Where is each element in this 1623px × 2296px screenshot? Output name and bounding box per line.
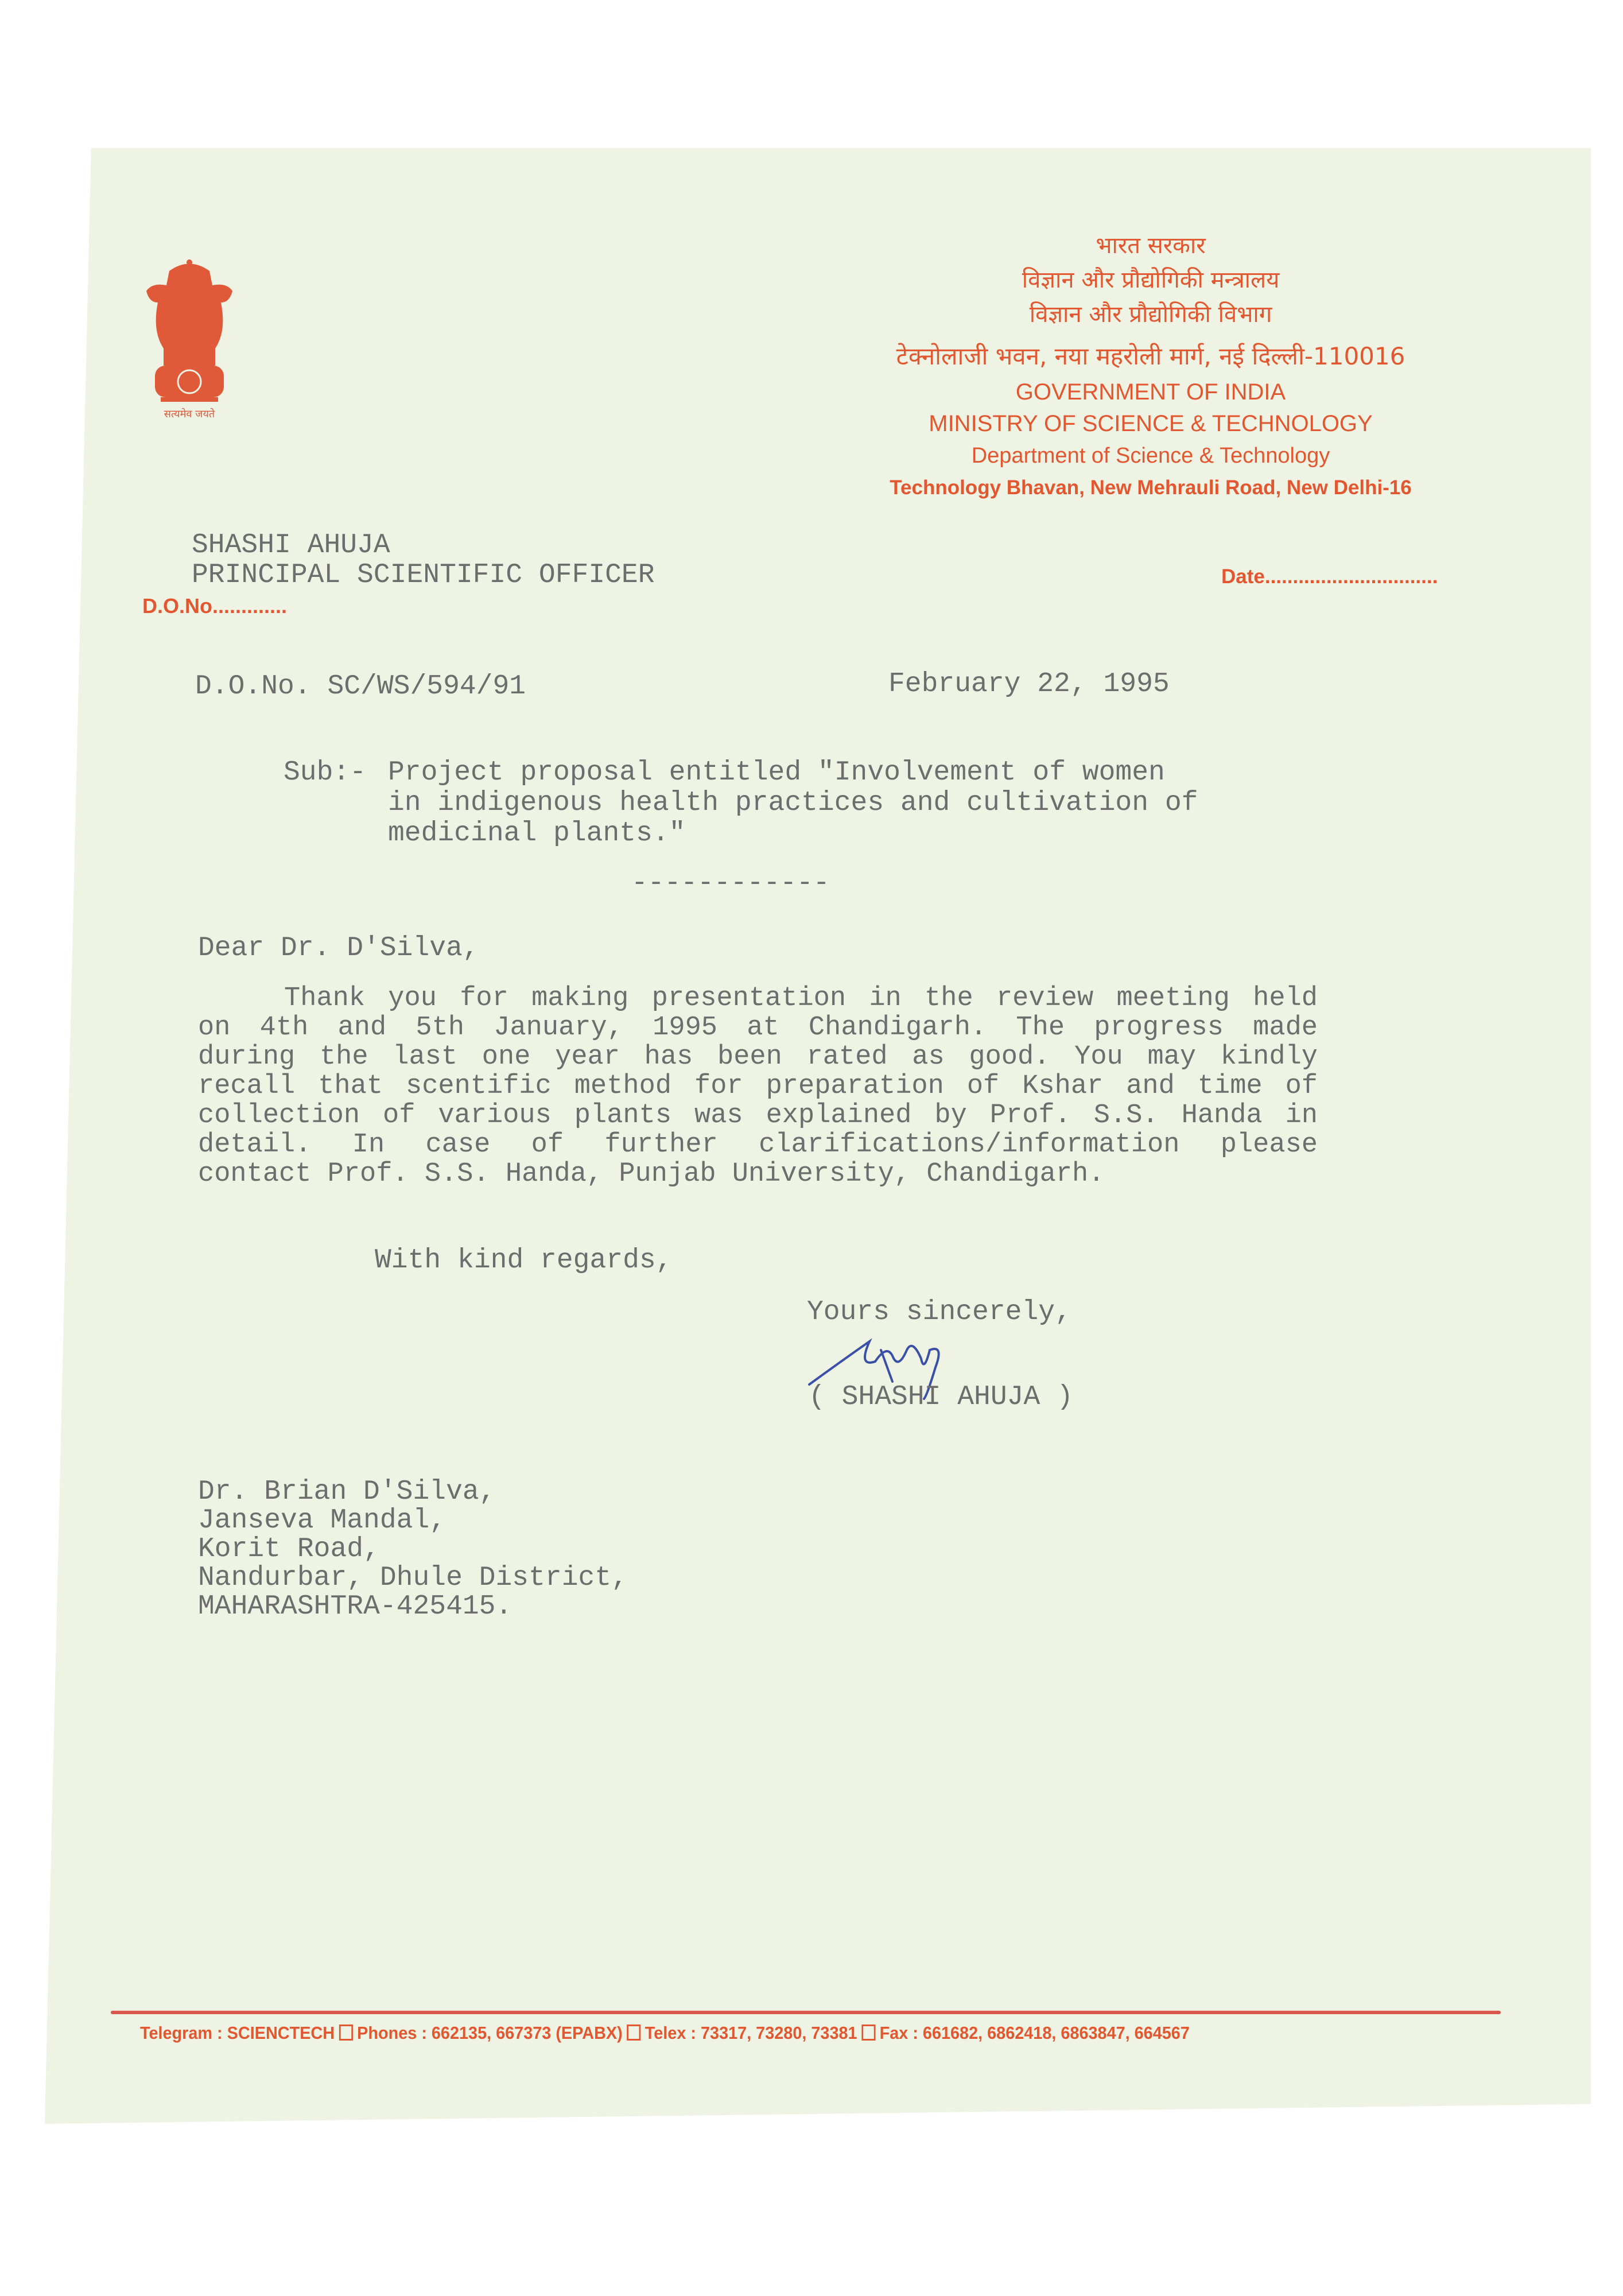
body-line: on 4th and 5th January, 1995 at Chandigarh. The progress made [198, 1013, 1318, 1043]
body-line: contact Prof. S.S. Handa, Punjab University, Chandigarh. [198, 1159, 1105, 1189]
sender-title: PRINCIPAL SCIENTIFIC OFFICER [192, 560, 655, 591]
recipient-line: Dr. Brian D'Silva, [198, 1476, 496, 1507]
do-no-label: D.O.No............. [142, 594, 288, 618]
recipient-line: MAHARASHTRA-425415. [198, 1591, 512, 1622]
subject-line-3: medicinal plants." [388, 818, 686, 849]
signature-name: ( SHASHI AHUJA ) [809, 1382, 1073, 1413]
footer-fax: Fax : 661682, 6862418, 6863847, 664567 [879, 2023, 1190, 2043]
regards: With kind regards, [375, 1245, 673, 1276]
salutation: Dear Dr. D'Silva, [198, 933, 479, 964]
header-ministry: MINISTRY OF SCIENCE & TECHNOLOGY [929, 411, 1373, 436]
header-department: Department of Science & Technology [971, 444, 1330, 468]
reference-number: D.O.No. SC/WS/594/91 [195, 671, 526, 702]
subject-rule: ------------ [631, 868, 830, 899]
national-emblem-icon [141, 251, 238, 423]
body-line: Thank you for making presentation in the review meeting held [284, 983, 1318, 1014]
separator-box-icon [861, 2024, 875, 2041]
footer-phones: Phones : 662135, 667373 (EPABX) [357, 2023, 623, 2043]
footer-telex: Telex : 73317, 73280, 73381 [644, 2023, 857, 2043]
subject-line-2: in indigenous health practices and cultivation of [388, 788, 1198, 819]
separator-box-icon [339, 2024, 353, 2041]
header-hindi-3: विज्ञान और प्रौद्योगिकी विभाग [1029, 301, 1272, 328]
header-hindi-1: भारत सरकार [1096, 232, 1206, 259]
body-line: detail. In case of further clarifications/information please [198, 1130, 1318, 1160]
sender-name: SHASHI AHUJA [192, 530, 390, 561]
footer-contacts [140, 2022, 1190, 2045]
body-line: collection of various plants was explained by Prof. S.S. Handa in [198, 1100, 1318, 1131]
separator-box-icon [627, 2024, 640, 2041]
subject-prefix: Sub:- [284, 757, 367, 788]
body-paragraph [198, 984, 1318, 1189]
recipient-line: Korit Road, [198, 1534, 380, 1565]
recipient-line: Janseva Mandal, [198, 1505, 446, 1536]
date-label: Date............................... [1221, 565, 1438, 588]
footer-telegram: Telegram : SCIENCTECH [140, 2023, 335, 2043]
subject-line-1: Project proposal entitled "Involvement of women [388, 757, 1165, 788]
closing: Yours sincerely, [807, 1297, 1071, 1328]
footer-rule [111, 2011, 1501, 2014]
body-line: recall that scentific method for preparation of Kshar and time of [198, 1071, 1318, 1102]
emblem-motto: सत्यमेव जयते [164, 408, 215, 420]
recipient-line: Nandurbar, Dhule District, [198, 1562, 628, 1593]
header-government: GOVERNMENT OF INDIA [1015, 379, 1286, 405]
header-hindi-address: टेक्नोलाजी भवन, नया महरोली मार्ग, नई दिल्ली-110016 [896, 342, 1405, 370]
header-hindi-2: विज्ञान और प्रौद्योगिकी मन्त्रालय [1022, 267, 1280, 293]
header-address: Technology Bhavan, New Mehrauli Road, New Delhi-16 [890, 476, 1412, 499]
body-line: during the last one year has been rated as good. You may kindly [198, 1042, 1318, 1072]
letter-date: February 22, 1995 [888, 669, 1170, 700]
